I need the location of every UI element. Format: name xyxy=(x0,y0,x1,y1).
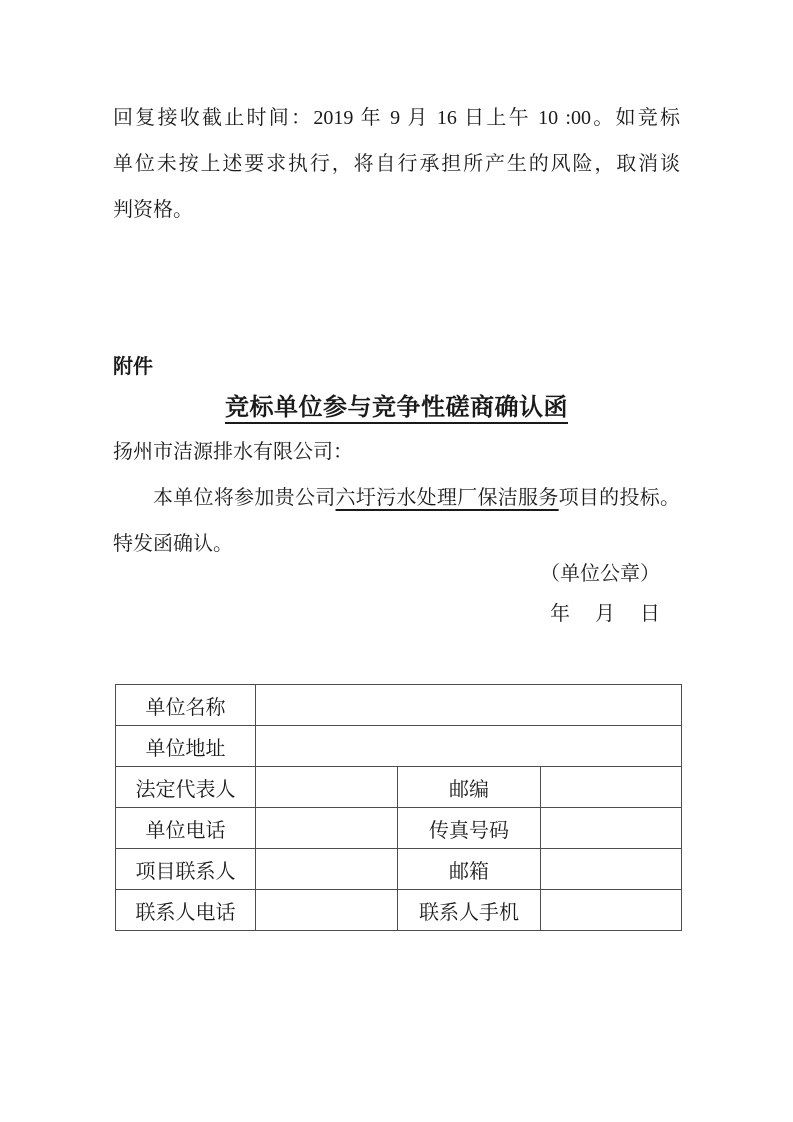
stamp-note: （单位公章） xyxy=(540,563,660,585)
letter-body-line1 xyxy=(113,475,680,521)
field-label-project-contact: 项目联系人 xyxy=(116,849,256,890)
letter-salutation: 扬州市洁源排水有限公司： xyxy=(113,441,353,463)
field-value-email xyxy=(541,849,682,890)
table-row xyxy=(116,685,682,726)
field-label-legal-representative: 法定代表人 xyxy=(116,767,256,808)
contact-info-table xyxy=(115,684,682,931)
attachment-label: 附件 xyxy=(113,356,153,378)
letter-body-line2: 特发函确认。 xyxy=(113,533,233,555)
field-value-fax-number xyxy=(541,808,682,849)
deadline-paragraph-line: 判资格。 xyxy=(113,199,193,221)
deadline-paragraph xyxy=(113,95,680,233)
date-month-label: 月 xyxy=(595,603,615,625)
field-value-company-name xyxy=(256,685,682,726)
table-row xyxy=(116,767,682,808)
field-label-company-name: 单位名称 xyxy=(116,685,256,726)
field-value-company-phone xyxy=(256,808,398,849)
table-row xyxy=(116,726,682,767)
date-line xyxy=(113,594,660,634)
field-label-contact-phone: 联系人电话 xyxy=(116,890,256,931)
field-value-project-contact xyxy=(256,849,398,890)
field-label-contact-mobile: 联系人手机 xyxy=(398,890,541,931)
field-value-company-address xyxy=(256,726,682,767)
date-day-label: 日 xyxy=(640,603,660,625)
field-value-contact-mobile xyxy=(541,890,682,931)
table-row xyxy=(116,849,682,890)
field-value-legal-representative xyxy=(256,767,398,808)
field-value-postal-code xyxy=(541,767,682,808)
field-label-fax-number: 传真号码 xyxy=(398,808,541,849)
table-row xyxy=(116,808,682,849)
field-label-email: 邮箱 xyxy=(398,849,541,890)
table-row xyxy=(116,890,682,931)
field-value-contact-phone xyxy=(256,890,398,931)
letter-title xyxy=(113,387,680,429)
letter-body-prefix: 本单位将参加贵公司 xyxy=(153,487,336,509)
page-content xyxy=(0,95,793,931)
deadline-paragraph-line: 单位未按上述要求执行，将自行承担所产生的风险，取消谈 xyxy=(113,153,680,175)
letter-body-suffix: 项目的投标。 xyxy=(558,487,680,509)
field-label-postal-code: 邮编 xyxy=(398,767,541,808)
date-year-label: 年 xyxy=(550,603,570,625)
deadline-paragraph-line: 回复接收截止时间：2019 年 9 月 16 日上午 10 :00。如竞标 xyxy=(113,107,680,129)
project-name-underlined: 六圩污水处理厂保洁服务 xyxy=(335,487,559,509)
field-label-company-address: 单位地址 xyxy=(116,726,256,767)
field-label-company-phone: 单位电话 xyxy=(116,808,256,849)
letter-title-text: 竞标单位参与竞争性磋商确认函 xyxy=(225,395,568,424)
